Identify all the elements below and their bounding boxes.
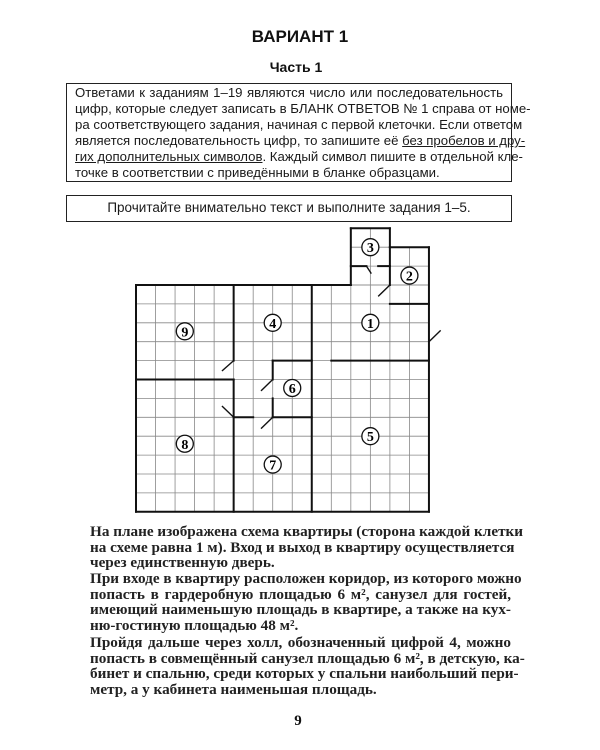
- plan-grid: [136, 228, 429, 512]
- room-label-number: 1: [366, 316, 374, 332]
- room-label-3: [362, 239, 379, 257]
- room-label-number: 7: [269, 458, 277, 474]
- text-line: метр, а у кабинета наименьшая площадь.: [90, 680, 377, 698]
- rules-line: Ответами к заданиям 1–19 являются число или последовательность: [75, 85, 503, 100]
- room-label-9: [176, 323, 193, 341]
- door-swing: [378, 285, 390, 296]
- paragraph-2: [90, 570, 522, 634]
- text-line: попасть в совмещённый санузел площадью 6 м², в детскую, ка-: [90, 649, 525, 667]
- paragraph-3: [90, 634, 525, 698]
- room-label-number: 4: [269, 316, 277, 332]
- door-swing: [261, 417, 273, 428]
- text-line: ню-гостиную площадью 48 м².: [90, 616, 299, 634]
- rules-underlined-text: без пробелов и дру-: [402, 133, 526, 148]
- room-label-number: 9: [181, 325, 189, 341]
- room-label-6: [284, 380, 301, 398]
- door-swing: [261, 380, 273, 391]
- text-line: При входе в квартиру расположен коридор, из которого можно: [90, 570, 522, 587]
- text-line: имеющий наименьшую площадь в квартире, а также на кух-: [90, 601, 511, 619]
- room-label-number: 5: [366, 430, 374, 446]
- text-line: попасть в гардеробную площадью 6 м², санузел для гостей,: [90, 585, 511, 603]
- room-label-8: [176, 435, 193, 453]
- text-line: бинет и спальню, среди которых у спальни наибольший пери-: [90, 665, 519, 683]
- rules-line: точке в соответствии с приведёнными в бланке образцами.: [75, 165, 440, 180]
- rules-underlined-text: гих дополнительных символов: [75, 149, 263, 164]
- text-line: на схеме равна 1 м). Вход и выход в квартиру осуществляется: [90, 538, 515, 556]
- door-swing: [429, 330, 441, 341]
- rules-line: цифр, которые следует записать в БЛАНК ОТВЕТОВ № 1 справа от номе-: [75, 101, 531, 116]
- part-title: Часть 1: [269, 59, 323, 75]
- instruction-box: Прочитайте внимательно текст и выполните задания 1–5.: [66, 195, 512, 222]
- room-label-5: [362, 428, 379, 446]
- room-label-number: 2: [405, 269, 413, 285]
- variant-title: ВАРИАНТ 1: [251, 27, 349, 46]
- room-label-number: 6: [288, 382, 296, 398]
- room-label-7: [264, 456, 281, 474]
- paragraph-1: [90, 523, 524, 572]
- rules-text: является последовательность цифр, то запишите её: [75, 133, 403, 148]
- rules-line: ра соответствующего задания, начиная с первой клеточки. Если ответом: [75, 117, 523, 132]
- rules-text: . Каждый символ пишите в отдельной кле-: [262, 149, 523, 164]
- room-label-2: [401, 267, 418, 285]
- text-line: Пройдя дальше через холл, обозначенный цифрой 4, можно: [90, 634, 511, 651]
- page-number: 9: [294, 713, 302, 729]
- room-label-4: [264, 314, 281, 332]
- room-label-number: 8: [181, 437, 189, 453]
- text-line: На плане изображена схема квартиры (сторона каждой клетки: [90, 523, 524, 540]
- text-line: через единственную дверь.: [90, 554, 275, 572]
- room-labels: [176, 239, 418, 474]
- plan-walls: [136, 228, 429, 512]
- room-label-number: 3: [366, 241, 374, 257]
- door-swing: [222, 406, 234, 417]
- room-label-1: [362, 314, 379, 332]
- door-swing: [222, 361, 234, 371]
